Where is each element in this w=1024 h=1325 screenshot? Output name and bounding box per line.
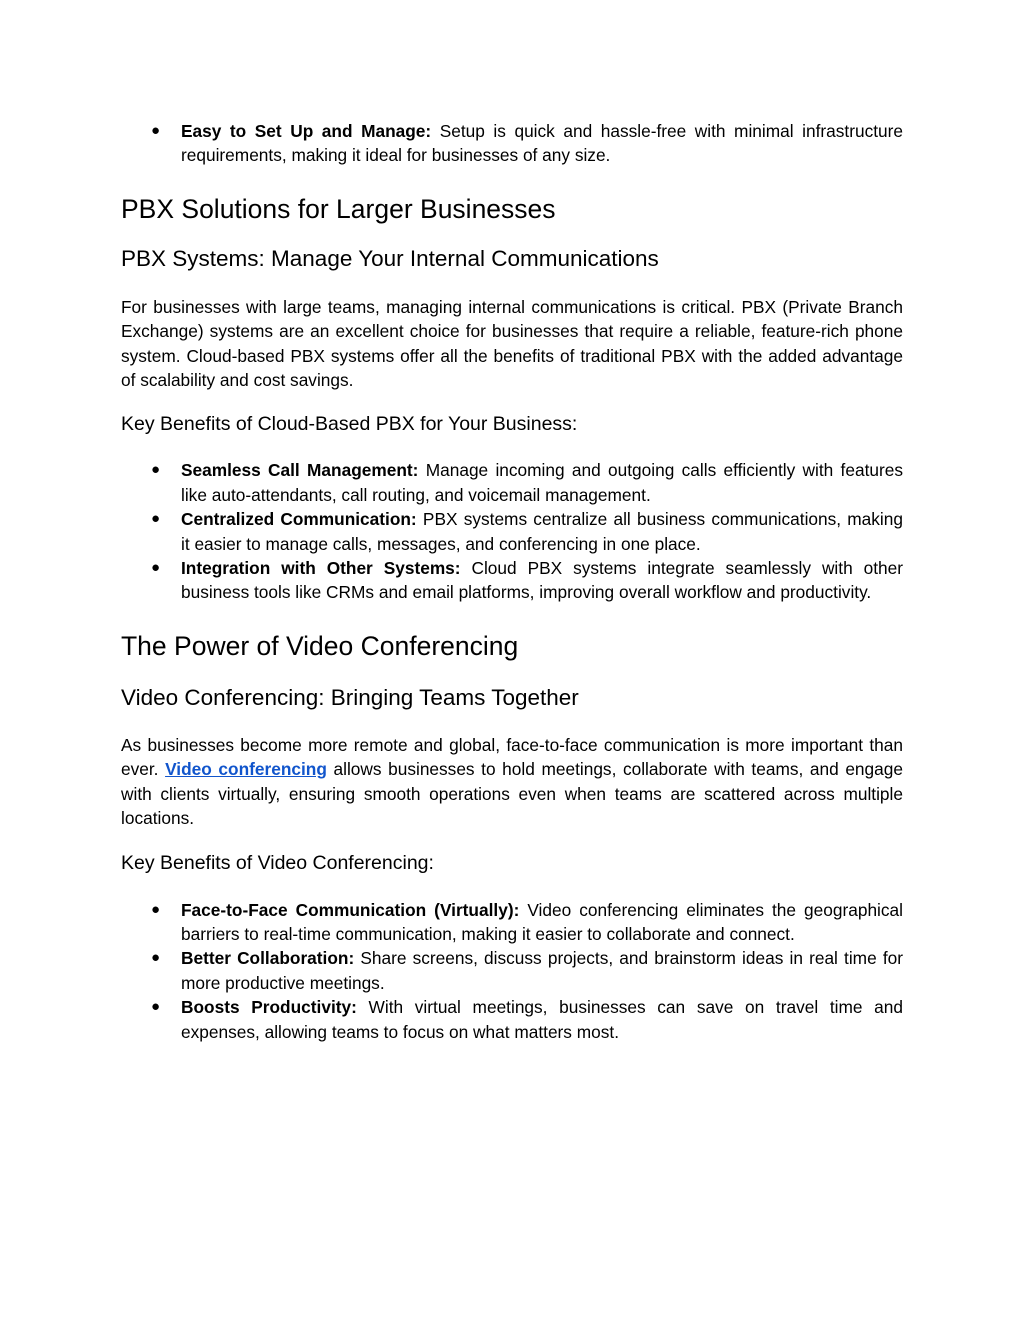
subheading-video: Video Conferencing: Bringing Teams Together [121,684,579,710]
bullet-text: With virtual meetings, businesses can save on travel time and expenses, allowing teams to focus on what matters most. [181,997,903,1042]
subheading-pbx: PBX Systems: Manage Your Internal Communications [121,245,659,271]
video-conferencing-link[interactable]: Video conferencing [165,759,327,780]
video-paragraph-text: As businesses become more remote and global, face-to-face communication is more important than ever. [121,734,903,780]
bullet-icon: ● [151,998,161,1016]
video-benefits-list [121,898,903,1044]
bullet-text: Manage incoming and outgoing calls efficiently with features like auto-attendants, call routing, and voicemail management. [181,460,903,505]
bullet-text: Video conferencing eliminates the geographical barriers to real-time communication, making it easier to collaborate and connect. [181,899,903,944]
pbx-paragraph: For businesses with large teams, managing internal communications is critical. PBX (Private Branch Exchange) systems are an excellent choice for businesses that require a reliable, feature-rich phone system. Cloud-based PBX systems offer all the benefits of traditional PBX with the added advantage of scalability and cost savings. [121,296,903,391]
bullet-icon: ● [151,122,161,139]
bullet-icon: ● [151,461,161,479]
bullet-label: Better Collaboration: [181,948,355,969]
list-item [121,898,903,947]
bullet-label: Face-to-Face Communication (Virtually): [181,899,520,920]
pbx-benefits-heading: Key Benefits of Cloud-Based PBX for Your Business: [121,413,578,436]
bullet-text: PBX systems centralize all business communications, making it easier to manage calls, messages, and conferencing in one place. [181,509,903,554]
bullet-label: Centralized Communication: [181,509,417,530]
list-item [121,995,903,1044]
bullet-label: Integration with Other Systems: [181,558,461,579]
bullet-label: Easy to Set Up and Manage: [181,121,432,141]
bullet-icon: ● [151,949,161,967]
bullet-label: Boosts Productivity: [181,997,357,1018]
bullet-text: Setup is quick and hassle-free with minimal infrastructure requirements, making it ideal for businesses of any size. [181,121,903,166]
bullet-label: Seamless Call Management: [181,460,419,481]
list-item [121,119,903,168]
pbx-benefits-list [121,458,903,604]
bullet-text: Share screens, discuss projects, and brainstorm ideas in real time for more productive meetings. [181,948,904,993]
list-item [121,556,903,605]
video-paragraph-text: allows businesses to hold meetings, collaborate with teams, and engage with clients virtually, ensuring smooth operations even when teams are scattered across multiple locations. [121,759,903,829]
video-benefits-heading: Key Benefits of Video Conferencing: [121,851,434,874]
bullet-text: Cloud PBX systems integrate seamlessly with other business tools like CRMs and email platforms, improving overall workflow and productivity. [181,558,903,603]
bullet-icon: ● [151,559,161,577]
intro-bullet-list [121,119,903,168]
section-heading-video: The Power of Video Conferencing [121,630,519,661]
bullet-icon: ● [151,510,161,528]
document-page [121,0,903,1044]
list-item [121,507,903,556]
list-item [121,946,903,995]
list-item [121,458,903,507]
video-paragraph [121,733,903,831]
section-heading-pbx: PBX Solutions for Larger Businesses [121,193,556,224]
bullet-icon: ● [151,900,161,918]
